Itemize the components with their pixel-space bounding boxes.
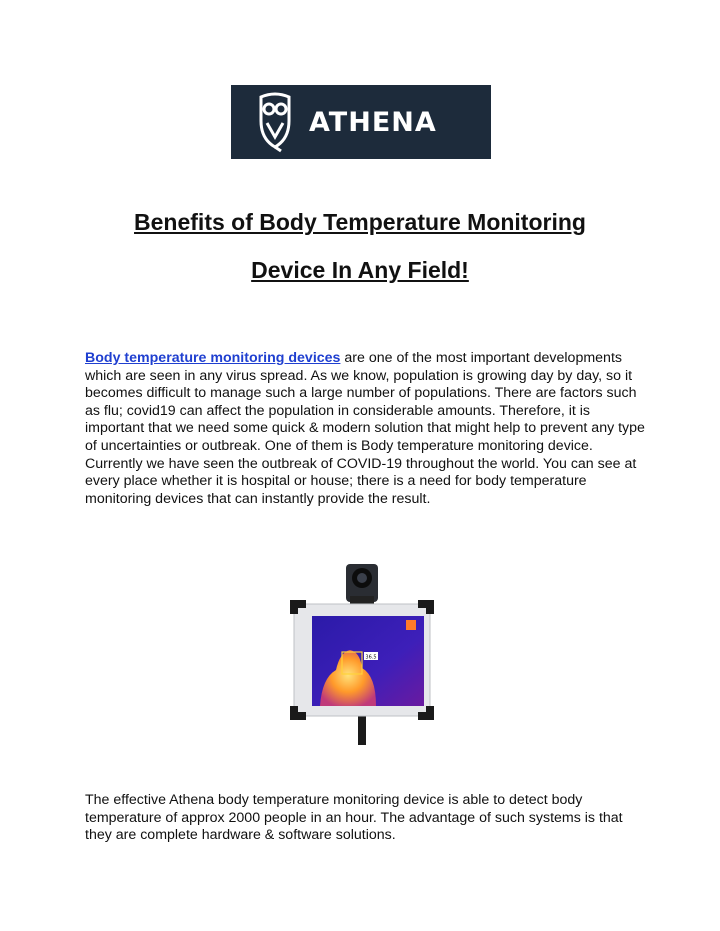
title-line-2: Device In Any Field! [251,257,469,283]
title-line-1: Benefits of Body Temperature Monitoring [134,209,586,235]
page-title [60,198,660,294]
owl-icon [255,91,295,153]
closing-paragraph: The effective Athena body temperature monitoring device is able to detect body temperature of approx 2000 people in an hour. The advantage of such systems is that they are complete hardware & software solutions. [85,792,623,844]
temperature-reading: 36.5 [365,654,377,661]
athena-logo [231,85,491,159]
temperature-device-image [280,560,445,745]
body-temperature-link[interactable]: Body temperature monitoring devices [85,350,341,366]
intro-paragraph [85,350,645,508]
intro-text: are one of the most important developments which are seen in any virus spread. As we know, population is growing day by day, so it becomes difficult to manage such a large number of populations. There are factors such as flu; covid19 can affect the population in considerable amounts. Therefore, it is important that we need some quick & modern solution that might help to prevent any type of uncertainties or outbreak. One of them is Body temperature monitoring device. Currently we have seen the outbreak of COVID-19 throughout the world. You can see at every place whether it is hospital or house; there is a need for body temperature monitoring devices that can instantly provide the result. [85,350,645,507]
brand-name: ATHENA [309,107,437,138]
